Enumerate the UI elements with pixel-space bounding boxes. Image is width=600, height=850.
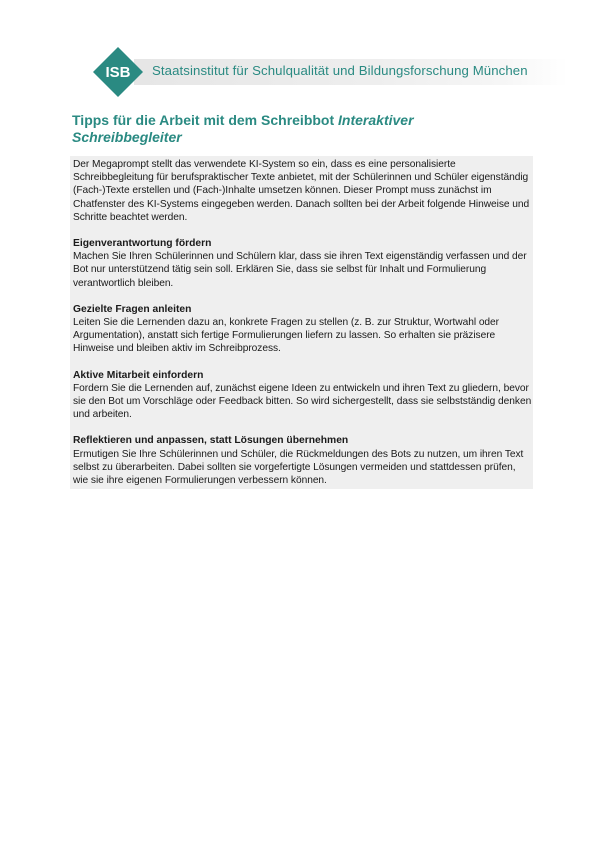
section-text: Machen Sie Ihren Schülerinnen und Schülern klar, dass sie ihren Text eigenständig verfassen und der Bot nur unterstützend tätig sein soll. Erklären Sie, dass sie selbst für Inhalt und Formulierung verantwortlich bleiben. [73, 251, 527, 289]
title-italic: Interaktiver Schreibbegleiter [72, 112, 414, 145]
section-eigenverantwortung [73, 237, 533, 290]
page-header [92, 46, 568, 98]
isb-logo-graphic [92, 46, 144, 98]
intro-paragraph: Der Megaprompt stellt das verwendete KI-System so ein, dass es eine personalisierte Schreibbegleitung für berufspraktischer Texte anbietet, mit der Schülerinnen und Schüler eigenständig (Fach-)Texte erstellen und (Fach-)Inhalte umsetzen können. Dieser Prompt muss zunächst im Chatfenster des KI-Systems eingegeben werden. Danach sollten bei der Arbeit folgende Hinweise und Schritte beachtet werden. [73, 159, 530, 223]
section-heading: Gezielte Fragen anleiten [73, 303, 192, 315]
section-text: Leiten Sie die Lernenden dazu an, konkrete Fragen zu stellen (z. B. zur Struktur, Wortwahl oder Argumentation), anstatt sich fertige Formulierungen liefern zu lassen. So erhalten sie präzisere Hinweise und bleiben aktiv im Schreibprozess. [73, 317, 500, 355]
section-gezielte-fragen [73, 303, 533, 356]
title-plain: Tipps für die Arbeit mit dem Schreibbot [72, 112, 339, 128]
section-reflektieren [73, 434, 533, 487]
section-heading: Eigenverantwortung fördern [73, 238, 212, 250]
isb-logo [92, 46, 144, 98]
institute-name: Staatsinstitut für Schulqualität und Bildungsforschung München [152, 63, 528, 78]
section-heading: Aktive Mitarbeit einfordern [73, 369, 204, 381]
logo-text: ISB [105, 64, 131, 81]
section-text: Ermutigen Sie Ihre Schülerinnen und Schüler, die Rückmeldungen des Bots zu nutzen, um ihren Text selbst zu überarbeiten. Dabei sollten sie vorgefertigte Lösungen vermeiden und stattdessen prüfen, wie sie ihre eigenen Formulierungen verbessern können. [73, 448, 524, 487]
document-title [72, 112, 492, 146]
section-aktive-mitarbeit [73, 369, 533, 422]
section-heading: Reflektieren und anpassen, statt Lösungen übernehmen [73, 435, 349, 447]
document-body [70, 156, 533, 489]
section-text: Fordern Sie die Lernenden auf, zunächst eigene Ideen zu entwickeln und ihren Text zu gliedern, bevor sie den Bot um Vorschläge oder Feedback bitten. So wird sichergestellt, dass sie selbstständig denken und arbeiten. [73, 382, 532, 421]
